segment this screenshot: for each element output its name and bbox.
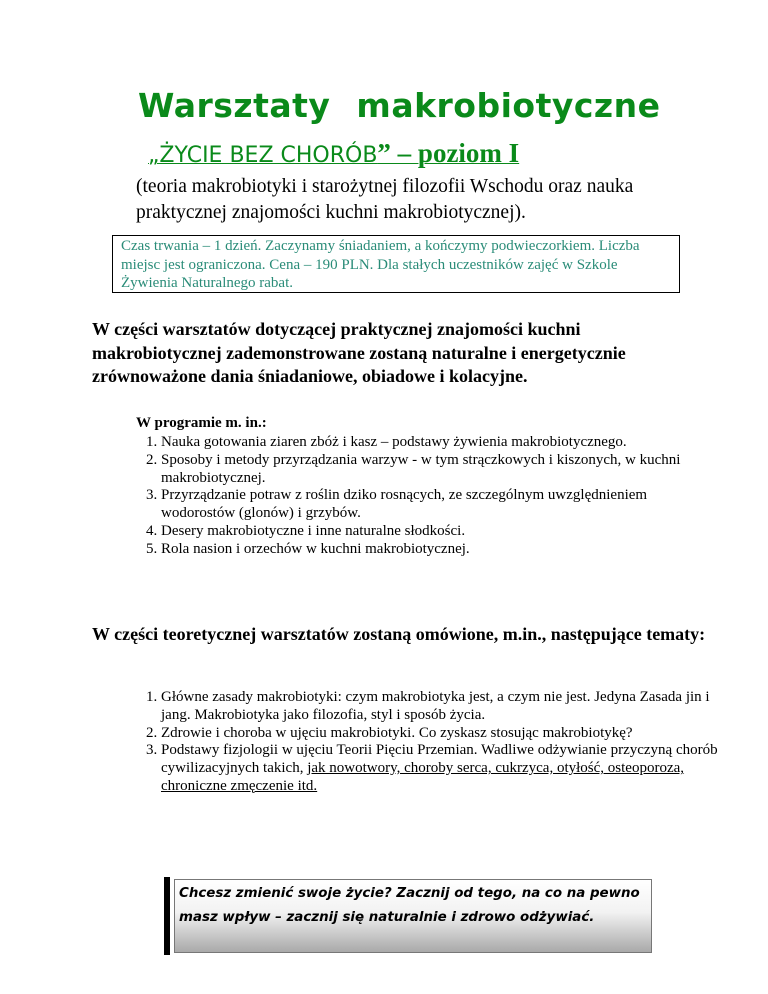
list-item	[161, 742, 721, 795]
practical-list	[136, 434, 681, 559]
workshop-subtitle	[148, 140, 519, 167]
list-item: 4. Desery makrobiotyczne i inne naturalne słodkości.	[161, 523, 681, 541]
info-box: Czas trwania – 1 dzień. Zaczynamy śniadaniem, a kończymy podwieczorkiem. Liczba miejsc jest ograniczona. Cena – 190 PLN. Dla stałych uczestników zajęć w Szkole Żywienia Naturalnego rabat.	[112, 235, 680, 293]
callout	[164, 877, 652, 955]
theory-list	[136, 689, 721, 796]
list-item: 2. Sposoby i metody przyrządzania warzyw - w tym strączkowych i kiszonych, w kuchni makrobiotycznej.	[161, 452, 681, 488]
program-label: W programie m. in.:	[136, 415, 267, 431]
list-item: 3. Przyrządzanie potraw z roślin dziko rosnących, ze szczególnym uwzględnieniem wodorostów (glonów) i grzybów.	[161, 487, 681, 523]
subtitle-level: ” – poziom I	[377, 138, 520, 168]
list-item-text: Podstawy fizjologii w ujęciu Teorii Pięciu Przemian. Wadliwe odżywianie przyczyną chorób cywilizacyjnych takich,	[161, 742, 718, 777]
page-title: Warsztaty makrobiotyczne	[138, 86, 661, 125]
list-item: 5. Rola nasion i orzechów w kuchni makrobiotycznej.	[161, 541, 681, 559]
list-item: 1. Nauka gotowania ziaren zbóż i kasz – podstawy żywienia makrobiotycznego.	[161, 434, 681, 452]
list-item: 1. Główne zasady makrobiotyki: czym makrobiotyka jest, a czym nie jest. Jedyna Zasada jin i jang. Makrobiotyka jako filozofia, styl i sposób życia.	[161, 689, 721, 725]
intro-text: (teoria makrobiotyki i starożytnej filozofii Wschodu oraz nauka praktycznej znajomości kuchni makrobiotycznej).	[136, 176, 634, 223]
subtitle-name: „ŻYCIE BEZ CHORÓB	[148, 143, 378, 168]
callout-bar	[164, 877, 170, 955]
theory-heading: W części teoretycznej warsztatów zostaną omówione, m.in., następujące tematy:	[92, 624, 706, 644]
disease-list-underlined: jak nowotwory, choroby serca, cukrzyca, otyłość, osteoporoza, chroniczne zmęczenie itd.	[161, 760, 685, 794]
callout-text: Chcesz zmienić swoje życie? Zacznij od tego, na co na pewno masz wpływ – zacznij się naturalnie i zdrowo odżywiać.	[174, 879, 652, 953]
list-item: 2. Zdrowie i choroba w ujęciu makrobiotyki. Co zyskasz stosując makrobiotykę?	[161, 725, 721, 743]
practical-heading: W części warsztatów dotyczącej praktycznej znajomości kuchni makrobiotycznej zademonstrowane zostaną naturalne i energetycznie zrównoważone dania śniadaniowe, obiadowe i kolacyjne.	[92, 319, 626, 386]
